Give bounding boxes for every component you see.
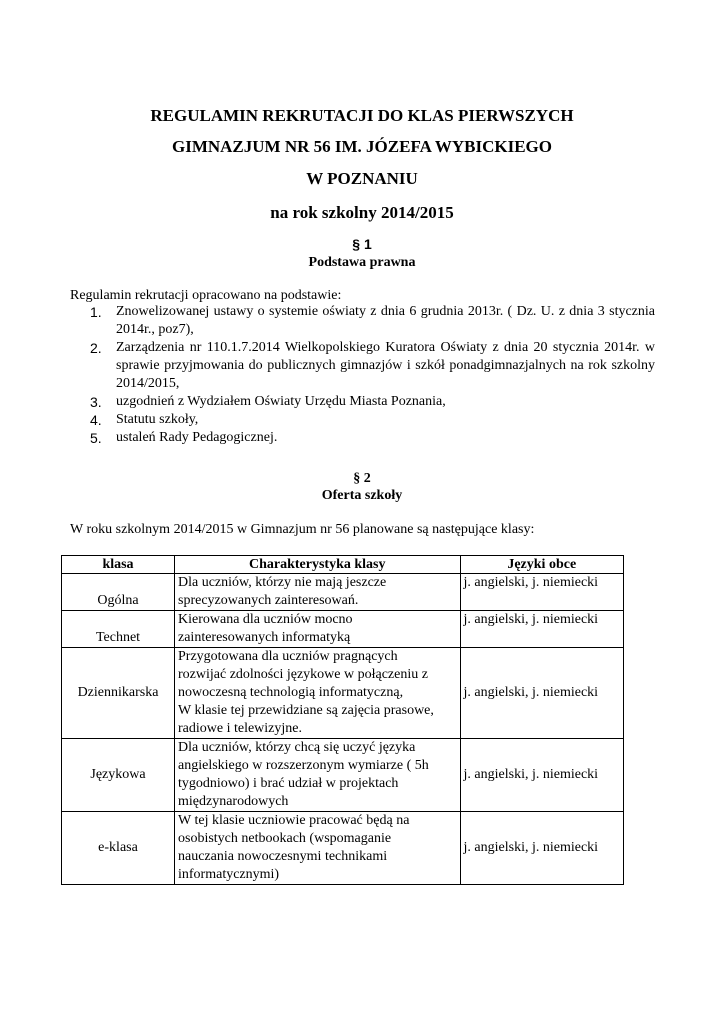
description-line: rozwijać zdolności językowe w połączeniu z [178, 667, 428, 682]
description-line: zainteresowanych informatyką [178, 630, 351, 645]
section1-heading: Podstawa prawna [308, 255, 416, 270]
section2-heading: Oferta szkoły [321, 488, 403, 503]
description-line: Dla uczniów, którzy chcą się uczyć języka [178, 740, 416, 755]
class-description [175, 812, 461, 885]
list-number: 5. [90, 430, 102, 446]
class-description [175, 739, 461, 812]
description-line: Przygotowana dla uczniów pragnących [178, 649, 398, 664]
class-languages: j. angielski, j. niemiecki [460, 611, 623, 648]
class-name: Dziennikarska [62, 648, 175, 739]
list-text: ustaleń Rady Pedagogicznej. [116, 430, 278, 445]
section1-symbol: § 1 [352, 236, 372, 252]
title-line-4: na rok szkolny 2014/2015 [270, 203, 454, 222]
description-line: radiowe i telewizyjne. [178, 721, 303, 736]
description-line: informatycznymi) [178, 867, 280, 882]
list-text: uzgodnień z Wydziałem Oświaty Urzędu Miasta Poznania, [116, 394, 446, 409]
class-name: Językowa [62, 739, 175, 812]
class-offer-table [61, 555, 624, 885]
description-line: W tej klasie uczniowie pracować będą na [178, 813, 410, 828]
list-item [70, 429, 655, 447]
table-header-row [62, 556, 624, 574]
title-line-2: GIMNAZJUM NR 56 IM. JÓZEFA WYBICKIEGO [171, 137, 552, 156]
section2-symbol: § 2 [353, 471, 371, 486]
column-header-languages: Języki obce [460, 556, 623, 574]
table-row [62, 812, 624, 885]
column-header-class: klasa [62, 556, 175, 574]
list-text: Znowelizowanej ustawy o systemie oświaty z dnia 6 grudnia 2013r. ( Dz. U. z dnia 3 stycznia 2014r., poz7), [116, 304, 655, 337]
class-description [175, 574, 461, 611]
title-line-1: REGULAMIN REKRUTACJI DO KLAS PIERWSZYCH [150, 106, 574, 125]
description-line: sprecyzowanych zainteresowań. [178, 593, 359, 608]
class-name: e-klasa [62, 812, 175, 885]
list-text: Statutu szkoły, [116, 412, 199, 427]
description-line: Dla uczniów, którzy nie mają jeszcze [178, 575, 387, 590]
section1-intro: Regulamin rekrutacji opracowano na podstawie: [70, 288, 342, 303]
class-languages: j. angielski, j. niemiecki [460, 739, 623, 812]
table-row [62, 574, 624, 611]
list-item [70, 411, 655, 429]
title-line-3: W POZNANIU [306, 169, 418, 188]
description-line: W klasie tej przewidziane są zajęcia prasowe, [178, 703, 434, 718]
description-line: tygodniowo) i brać udział w projektach [178, 776, 399, 791]
list-number: 2. [90, 340, 102, 356]
list-item [70, 339, 655, 393]
column-header-description: Charakterystyka klasy [175, 556, 461, 574]
class-description [175, 611, 461, 648]
description-line: angielskiego w rozszerzonym wymiarze ( 5h [178, 758, 429, 773]
class-languages: j. angielski, j. niemiecki [460, 648, 623, 739]
section2-intro: W roku szkolnym 2014/2015 w Gimnazjum nr 56 planowane są następujące klasy: [70, 522, 535, 537]
description-line: nauczania nowoczesnymi technikami [178, 849, 388, 864]
description-line: osobistych netbookach (wspomaganie [178, 831, 392, 846]
list-item [70, 303, 655, 339]
description-line: międzynarodowych [178, 794, 289, 809]
table-row [62, 648, 624, 739]
description-line: Kierowana dla uczniów mocno [178, 612, 353, 627]
list-item [70, 393, 655, 411]
class-name: Technet [62, 611, 175, 648]
class-languages: j. angielski, j. niemiecki [460, 812, 623, 885]
list-number: 1. [90, 304, 102, 320]
table-row [62, 739, 624, 812]
table-row [62, 611, 624, 648]
list-number: 4. [90, 412, 102, 428]
description-line: nowoczesną technologią informatyczną, [178, 685, 404, 700]
list-text: Zarządzenia nr 110.1.7.2014 Wielkopolskiego Kuratora Oświaty z dnia 20 stycznia 2014r. w sprawie przyjmowania do publicznych gimnazjów i szkół ponadgimnazjalnych na rok szkolny 2014/2015, [116, 340, 655, 391]
list-number: 3. [90, 394, 102, 410]
class-languages: j. angielski, j. niemiecki [460, 574, 623, 611]
class-description [175, 648, 461, 739]
legal-basis-list [70, 303, 655, 447]
class-name: Ogólna [62, 574, 175, 611]
